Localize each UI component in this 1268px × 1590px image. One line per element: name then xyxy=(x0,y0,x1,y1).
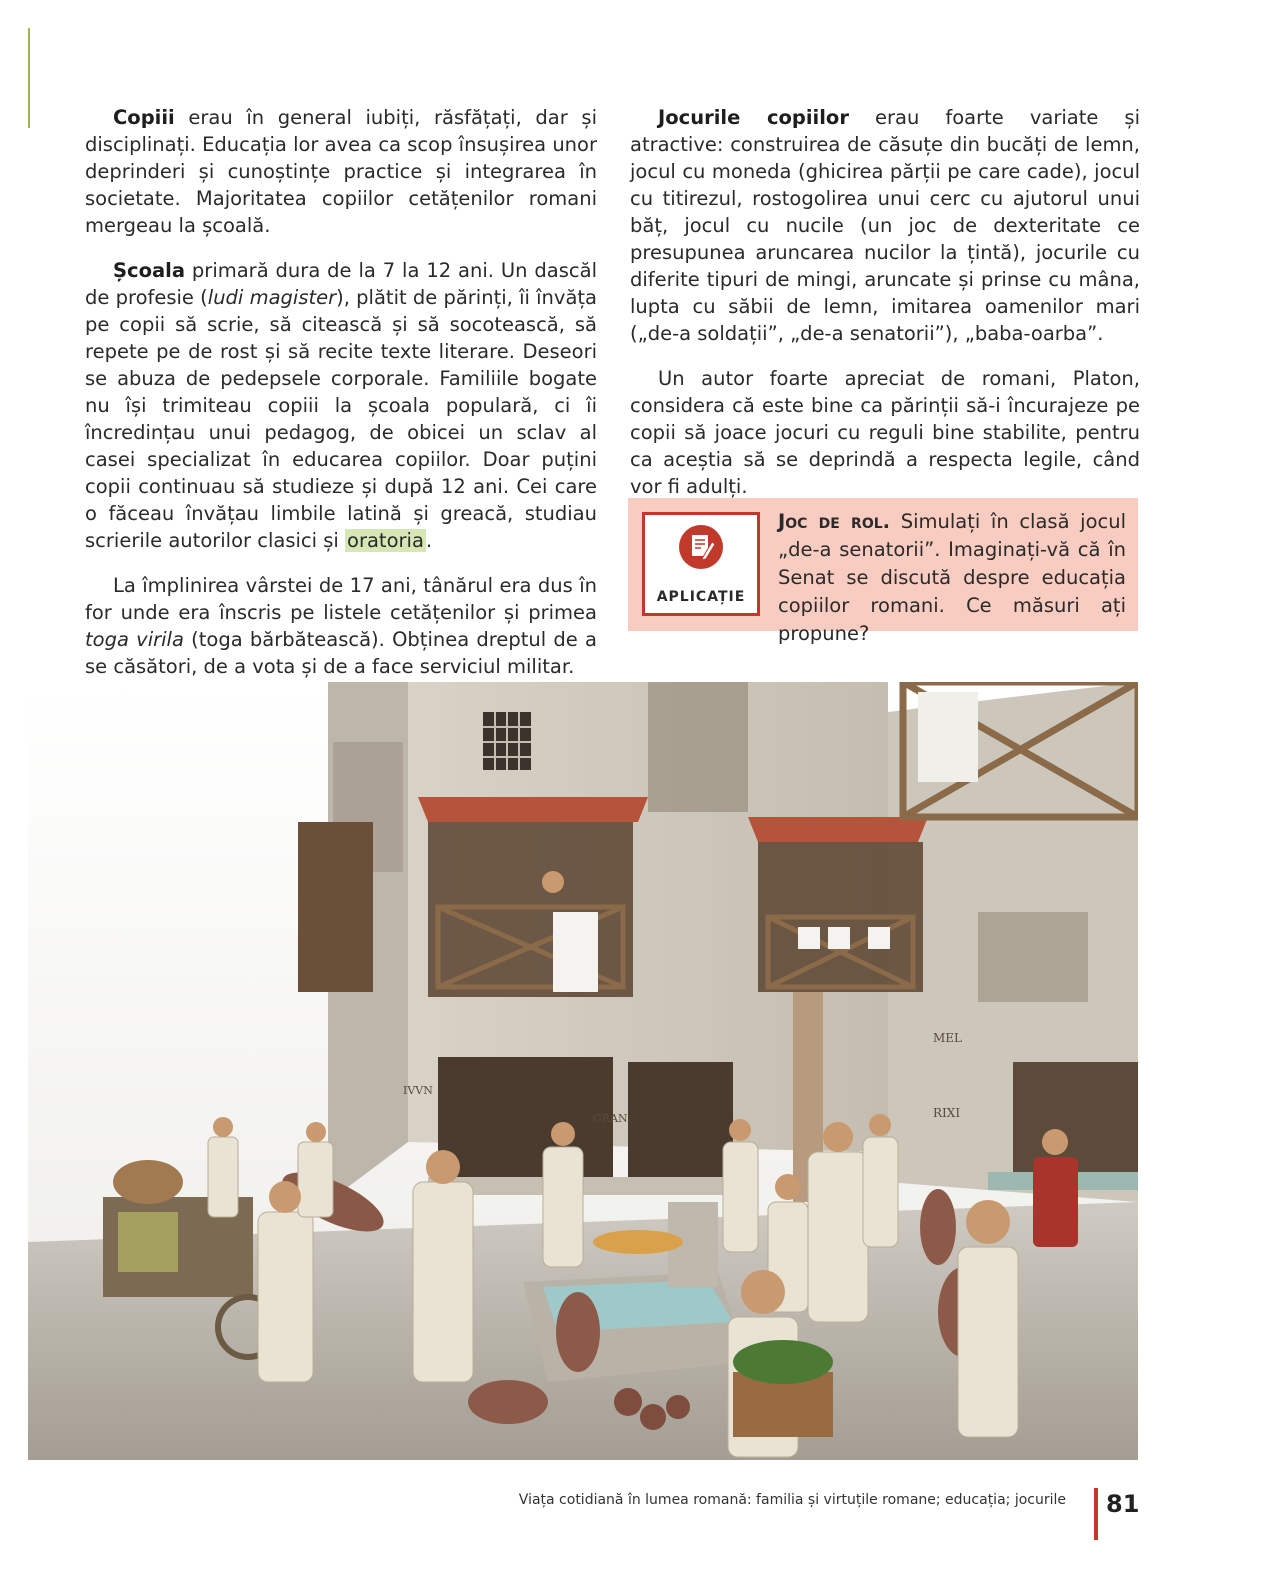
page-number: 81 xyxy=(1106,1490,1140,1518)
shop-sign-3: MEL xyxy=(933,1031,963,1045)
paragraph-scoala: Școala primară dura de la 7 la 12 ani. Un dascăl de profesie (ludi magister), plătit de părinți, îi învăța pe copii să scrie, să citească și să socotească, să repete pe de rost și să recite texte literare. Deseori se abuza de pedepsele corporale. Familiile bogate nu își trimiteau copiii la școala populară, ci îi încredințau unui pedagog, de obicei un sclav al casei specializat în educarea copiilor. Doar puțini copii continuau să studieze și după 12 ani. Cei care o făceau învățau limbile latină și greacă, studiau scrierile autorilor clasici și oratoria . xyxy=(85,259,597,552)
application-text: Joc de rol. Simulați în clasă jocul „de-a senatorii”. Imaginați-vă că în Senat se discută despre educația copiilor romani. Ce măsuri ați propune? xyxy=(778,510,1126,645)
roman-street-illustration xyxy=(28,682,1138,1460)
margin-accent-bar xyxy=(28,28,30,128)
pencil-paper-icon xyxy=(679,525,723,569)
footer-divider xyxy=(1094,1488,1098,1540)
shop-sign-1: IVVN xyxy=(403,1084,433,1097)
left-column xyxy=(85,104,597,698)
paragraph-jocurile: Jocurile copiilor erau foarte variate și atractive: construirea de căsuțe din bucăți de lemn, jocul cu moneda (ghicirea părții pe care cade), jocul cu titirezul, rostogolirea unui cerc cu ajutorul unui băț, jocul cu nucile (un joc de dexteritate ce presupunea aruncarea nucilor la țintă), jocurile cu diferite tipuri de mingi, aruncate și prinse cu mâna, lupta cu săbii de lemn, imitarea oamenilor mari („de-a soldații”, „de-a senatorii”), „baba-oarba”. xyxy=(630,106,1140,345)
shop-sign-4: RIXI xyxy=(933,1106,961,1120)
application-title: Joc de rol. xyxy=(778,510,891,533)
paragraph-copiii: Copiii erau în general iubiți, răsfățați, dar și disciplinați. Educația lor avea ca scop însușirea unor deprinderi și cunoștințe practice și integrarea în societate. Majoritatea copiilor cetățenilor romani mergeau la școală. xyxy=(85,106,597,237)
application-badge xyxy=(642,512,760,616)
right-column xyxy=(630,104,1140,518)
footer-chapter-title: Viața cotidiană în lumea romană: familia și virtuțile romane; educația; jocurile xyxy=(518,1492,1066,1508)
application-box xyxy=(628,498,1138,645)
term-copiii: Copiii xyxy=(113,106,175,129)
term-jocurile: Jocurile copiilor xyxy=(658,106,849,129)
application-label: APLICAȚIE xyxy=(656,589,746,605)
paragraph-toga: La împlinirea vârstei de 17 ani, tânărul era dus în for unde era înscris pe listele cetățenilor și primea toga virila (toga bărbătească). Obținea dreptul de a se căsători, de a vota și de a face serviciul militar. xyxy=(85,574,597,678)
glossary-highlight-oratoria[interactable]: oratoria xyxy=(347,529,424,552)
shop-sign-2: GRAN xyxy=(593,1112,628,1125)
term-scoala: Școala xyxy=(113,259,186,282)
paragraph-platon: Un autor foarte apreciat de romani, Platon, considera că este bine ca părinții să-i încurajeze pe copii să joace jocuri cu reguli bine stabilite, pentru ca aceștia să se deprindă a respecta legile, când vor fi adulți. xyxy=(630,367,1140,498)
